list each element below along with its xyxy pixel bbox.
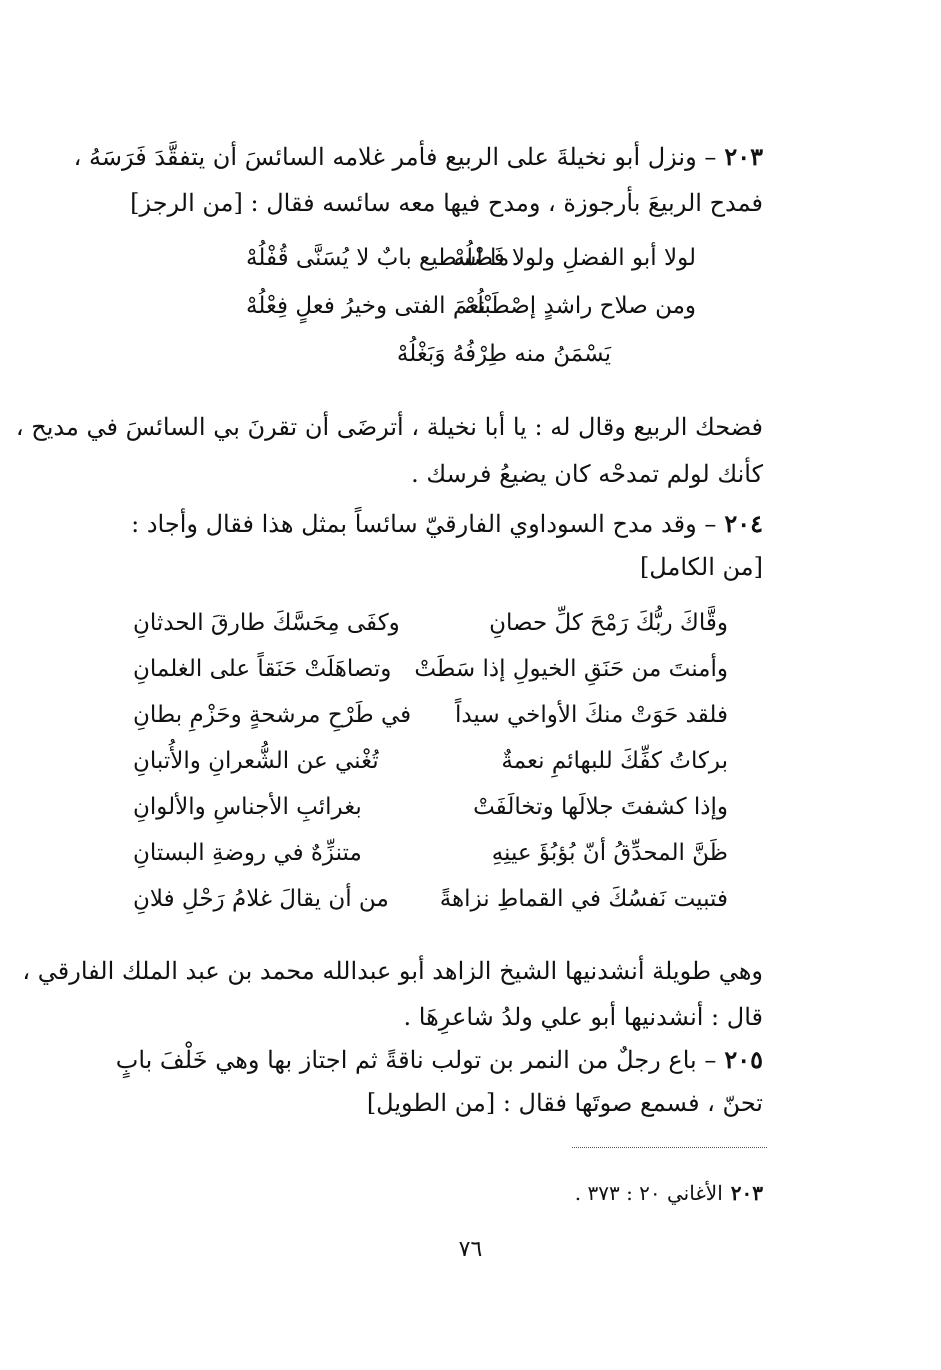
hemistich-right: بركاتُ كفِّكَ للبهائمِ نعمةٌ <box>501 748 728 774</box>
hemistich-right: وأمنتَ من حَنَقِ الخيولِ إذا سَطَتْ <box>414 656 728 682</box>
prose2-line-2: قال : أنشدنيها أبو علي ولدُ شاعرِهَا . <box>403 1003 763 1031</box>
entry-203-line-1 <box>73 137 763 177</box>
page-number: ٧٦ <box>458 1237 483 1262</box>
entry-number: ٢٠٣ <box>724 142 763 171</box>
prose2-line-1: وهي طويلة أنشدنيها الشيخ الزاهد أبو عبدالله محمد بن عبد الملك الفارقي ، <box>22 957 763 985</box>
poem1-single-line: يَسْمَنُ منه طِرْفُهُ وَبَغْلُهْ <box>396 341 611 367</box>
hemistich-right: ومن صلاح راشدٍ إصْطَبْلُهْ <box>464 293 696 319</box>
hemistich-right: وإذا كشفتَ جلالَها وتخالَفَتْ <box>473 794 728 820</box>
footnote <box>575 1176 763 1210</box>
entry-204-line-1 <box>131 504 763 544</box>
prose1-line-2: كأنك لولم تمدحْه كان يضيعُ فرسك . <box>411 460 763 488</box>
hemistich-left: من أن يقالَ غلامُ رَحْلِ فلانِ <box>133 886 389 912</box>
entry-205-line-2: تحنّ ، فسمع صوتَها فقال : [من الطويل] <box>366 1089 763 1117</box>
hemistich-right: فلقد حَوَتْ منكَ الأواخي سيداً <box>454 702 728 728</box>
hemistich-right: ظَنَّ المحدِّقُ أنّ بُؤبُؤَ عينِهِ <box>491 840 728 866</box>
hemistich-right: وقَّاكَ ربُّكَ رَمْحَ كلِّ حصانِ <box>489 610 728 636</box>
hemistich-left: في طَرْحِ مرشحةٍ وحَزْمِ بطانِ <box>133 702 412 728</box>
entry-205-line-1 <box>115 1040 763 1080</box>
hemistich-left: ما اسطيع بابٌ لا يُسَنَّى قُفْلُهْ <box>246 245 510 271</box>
hemistich-left: بغرائبِ الأجناسِ والألوانِ <box>133 794 362 820</box>
footnote-text: الأغاني ٢٠ : ٣٧٣ . <box>574 1181 723 1205</box>
hemistich-left: وكفَى مِحَسَّكَ طارقَ الحدثانِ <box>133 610 400 636</box>
prose1-line-1: فضحك الربيع وقال له : يا أبا نخيلة ، أترضَى أن تقرنَ بي السائسَ في مديح ، <box>15 413 763 441</box>
entry-203-line-2: فمدح الربيعَ بأرجوزة ، ومدح فيها معه سائسه فقال : [من الرجز] <box>130 189 763 217</box>
entry-204-meter: [من الكامل] <box>639 553 763 581</box>
entry-text: – ونزل أبو نخيلةَ على الربيع فأمر غلامه السائسَ أن يتفقَّدَ فَرَسَهُ ، <box>73 143 717 171</box>
entry-number: ٢٠٥ <box>724 1045 763 1074</box>
hemistich-left: نعمَ الفتى وخيرُ فعلٍ فِعْلُهْ <box>246 293 486 319</box>
hemistich-right: فتبيت نَفسُكَ في القماطِ نزاهةً <box>439 886 728 912</box>
hemistich-left: تُغْني عن الشُّعرانِ والأُتبانِ <box>133 748 379 774</box>
hemistich-left: وتصاهَلَتْ حَنَقاً على الغلمانِ <box>133 656 392 682</box>
hemistich-left: متنزِّهٌ في روضةِ البستانِ <box>133 840 362 866</box>
footnote-divider <box>572 1147 767 1148</box>
entry-number: ٢٠٤ <box>724 509 763 538</box>
footnote-number: ٢٠٣ <box>730 1181 763 1205</box>
entry-text: – وقد مدح السوداوي الفارقيّ سائساً بمثل هذا فقال وأجاد : <box>131 510 717 538</box>
hemistich-right: لولا أبو الفضلِ ولولا فَضْلُهْ <box>453 245 696 271</box>
entry-text: – باع رجلٌ من النمر بن تولب ناقةً ثم اجتاز بها وهي خَلْفَ بابٍ <box>115 1046 717 1074</box>
